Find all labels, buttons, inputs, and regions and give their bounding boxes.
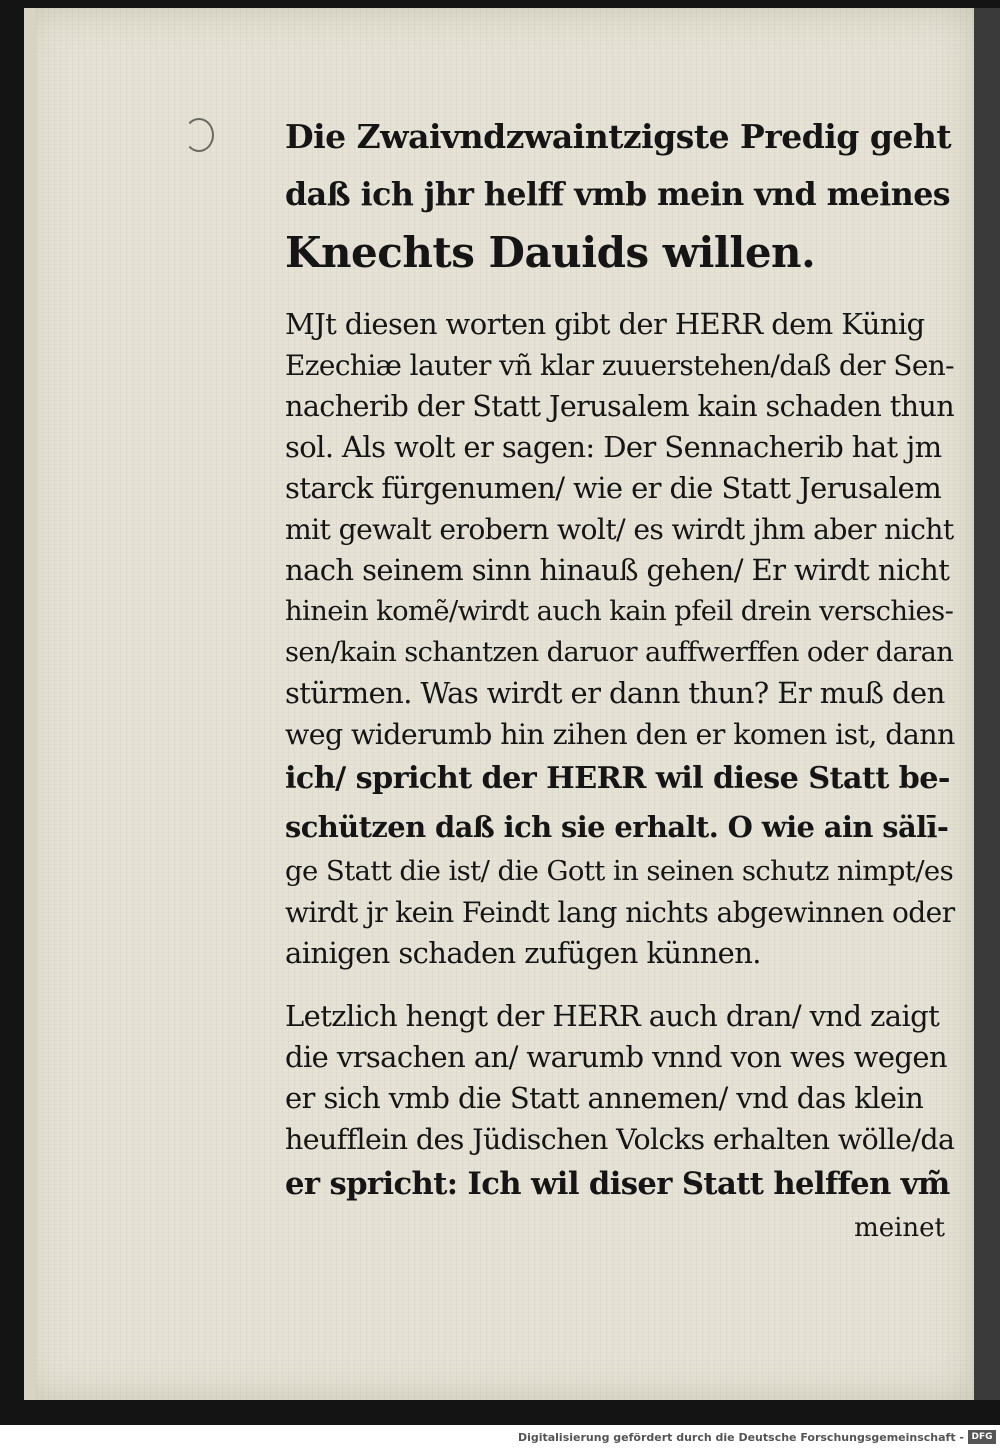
text-line: hinein komẽ/wirdt auch kain pfeil drein verschies- bbox=[285, 596, 954, 627]
text-line: die vrsachen an/ warumb vnnd von wes wegen bbox=[285, 1040, 948, 1074]
text-line: heufflein des Jüdischen Volcks erhalten wölle/da bbox=[285, 1123, 955, 1156]
text-line: ge Statt die ist/ die Gott in seinen schutz nimpt/es bbox=[285, 855, 954, 887]
binding-hole bbox=[184, 118, 214, 152]
page-gutter bbox=[24, 8, 36, 1400]
text-line: sol. Als wolt er sagen: Der Sennacherib hat jm bbox=[285, 430, 942, 464]
text-line: Ezechiæ lauter vñ klar zuuerstehen/daß der Sen- bbox=[285, 349, 955, 382]
text-line: nach seinem sinn hinauß gehen/ Er wirdt nicht bbox=[285, 553, 950, 587]
text-line-large: schützen daß ich sie erhalt. O wie ain sälī- bbox=[285, 810, 949, 844]
text-line: sen/kain schantzen daruor auffwerffen oder daran bbox=[285, 637, 954, 668]
text-line: wirdt jr kein Feindt lang nichts abgewinnen oder bbox=[285, 896, 955, 929]
catchword: meinet bbox=[854, 1213, 945, 1243]
text-line: starck fürgenumen/ wie er die Statt Jerusalem bbox=[285, 471, 942, 505]
footer-credit: Digitalisierung gefördert durch die Deutsche Forschungsgemeinschaft - bbox=[517, 1431, 964, 1444]
next-page-edge bbox=[974, 8, 1000, 1400]
text-line: er sich vmb die Statt annemen/ vnd das klein bbox=[285, 1081, 924, 1115]
text-line: Letzlich hengt der HERR auch dran/ vnd zaigt bbox=[285, 999, 940, 1033]
text-line: MJt diesen worten gibt der HERR dem Künig bbox=[285, 307, 925, 341]
footer bbox=[0, 1425, 1000, 1450]
text-line: ainigen schaden zufügen künnen. bbox=[285, 936, 761, 970]
page-text bbox=[285, 108, 975, 1248]
text-line: mit gewalt erobern wolt/ es wirdt jhm aber nicht bbox=[285, 513, 954, 546]
heading bbox=[285, 108, 975, 282]
text-line-large: er spricht: Ich wil diser Statt helffen vm̃ bbox=[285, 1166, 950, 1202]
paragraph-2 bbox=[285, 996, 975, 1208]
dfg-logo-icon: DFG bbox=[968, 1430, 996, 1444]
text-line: weg widerumb hin zihen den er komen ist, dann bbox=[285, 718, 955, 751]
paragraph-1 bbox=[285, 304, 975, 974]
text-line: stürmen. Was wirdt er dann thun? Er muß den bbox=[285, 676, 945, 710]
heading-line: Die Zwaivndzwaintzigste Predig geht bbox=[285, 117, 952, 156]
heading-line: Knechts Dauids willen. bbox=[285, 228, 816, 277]
text-line-large: ich/ spricht der HERR wil diese Statt be- bbox=[285, 761, 950, 796]
heading-line: daß ich jhr helff vmb mein vnd meines bbox=[285, 176, 951, 213]
text-line: nacherib der Statt Jerusalem kain schaden thun bbox=[285, 389, 955, 423]
